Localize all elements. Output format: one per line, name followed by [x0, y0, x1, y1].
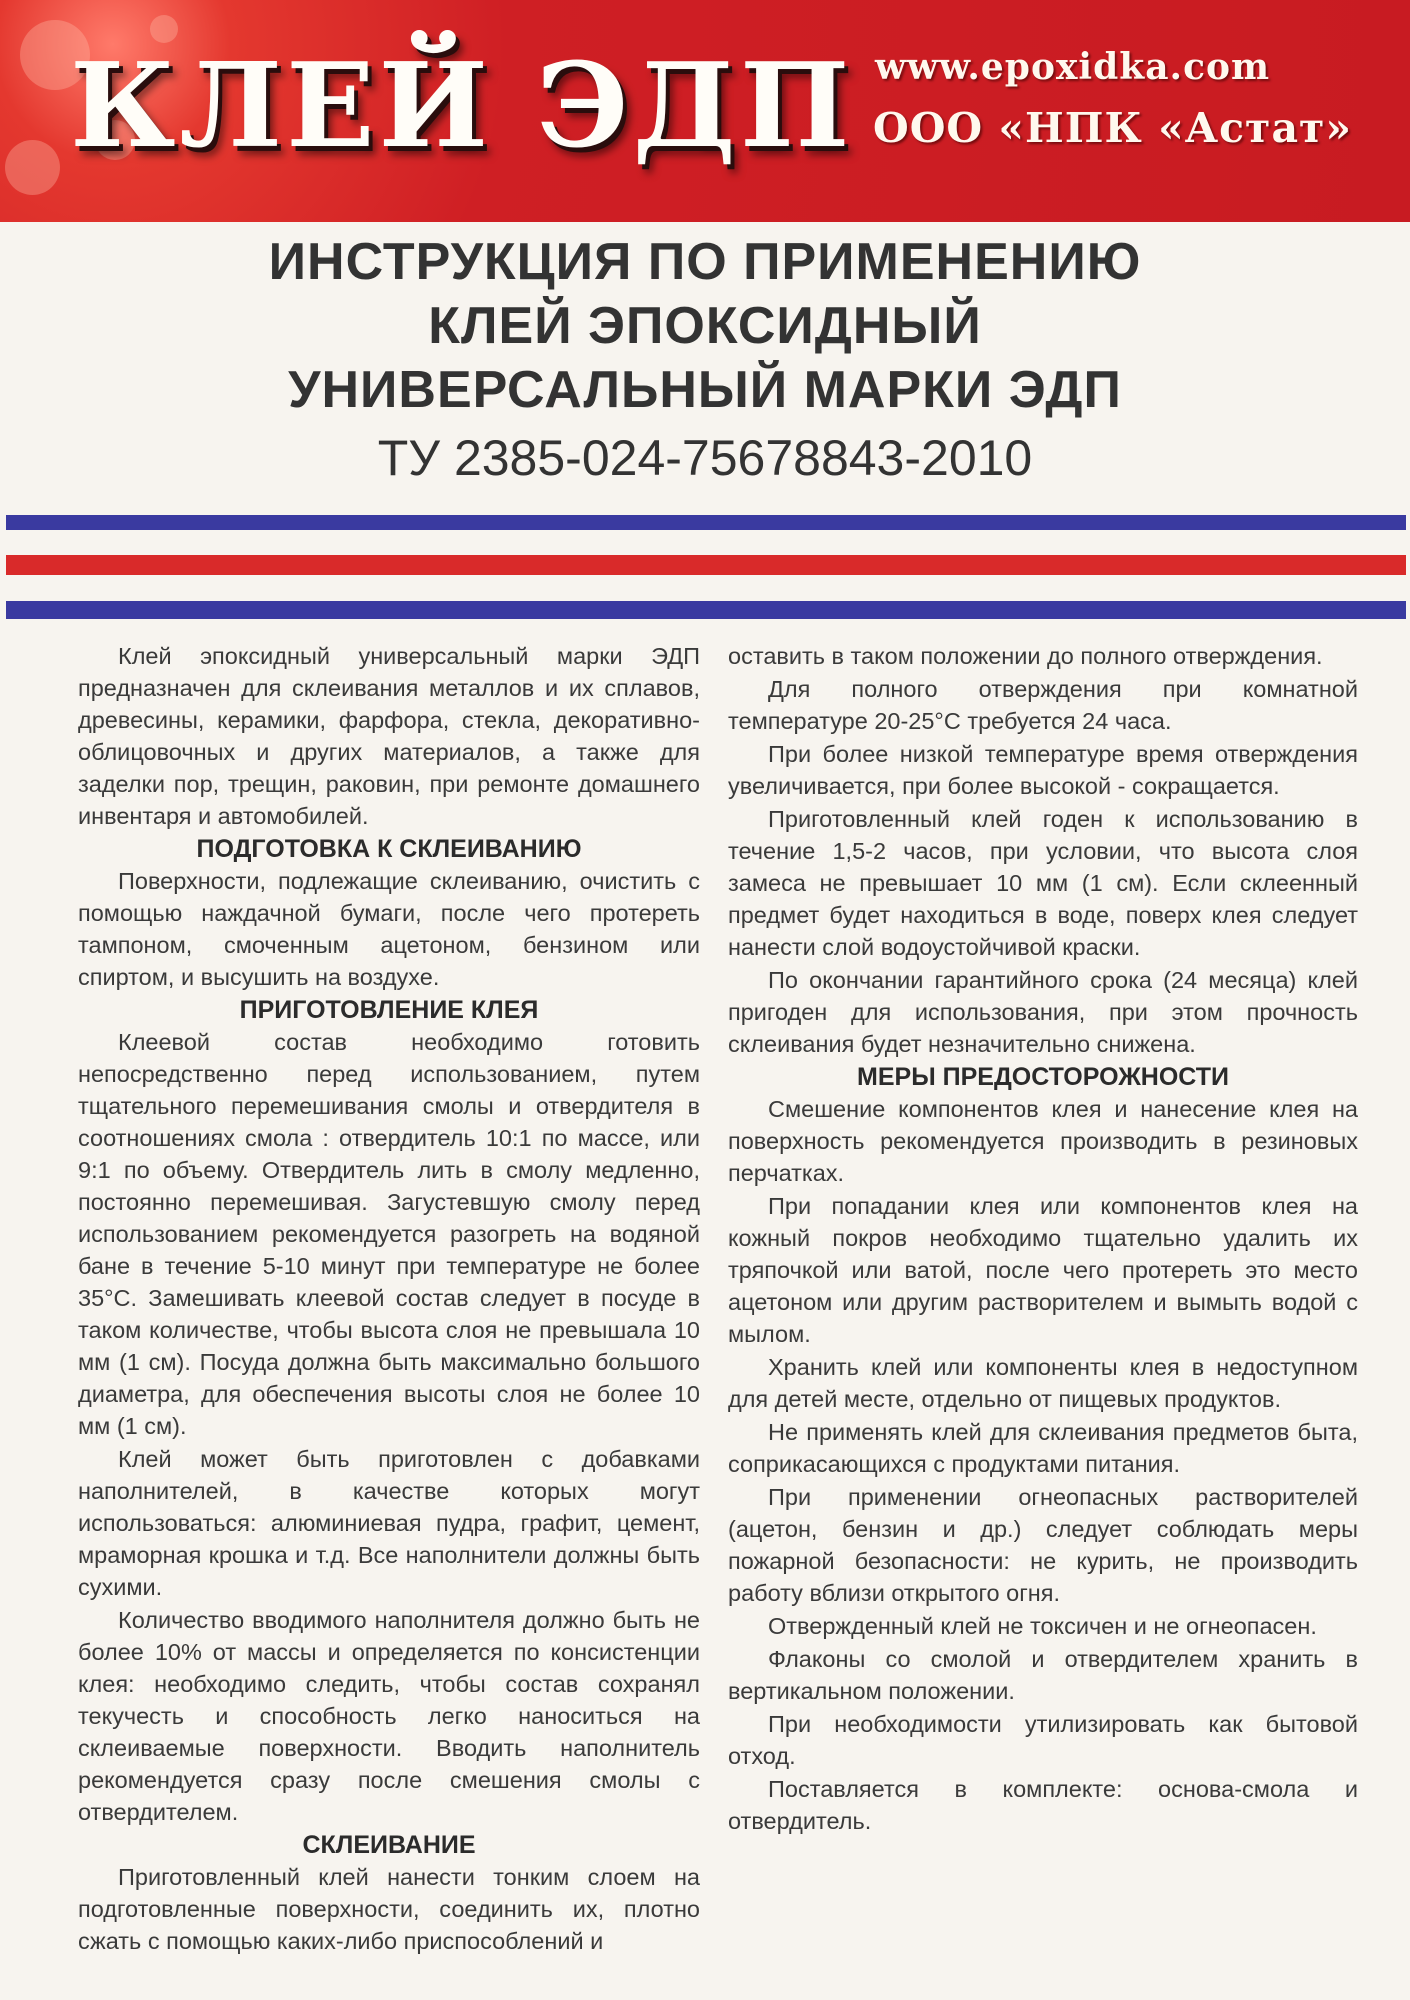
intro-paragraph: Клей эпоксидный универсальный марки ЭДП предназначен для склеивания металлов и их сплавов, древесины, керамики, фарфора, стекла, декоративно-облицовочных и других материалов, а также для заделки пор, трещин, раковин, при ремонте домашнего инвентаря и автомобилей.	[78, 643, 700, 829]
warranty-paragraph: По окончании гарантийного срока (24 месяца) клей пригоден для использования, при этом прочность склеивания будет незначительно снижена.	[728, 967, 1358, 1057]
safety-paragraph-5: При применении огнеопасных растворителей (ацетон, бензин и др.) следует соблюдать меры пожарной безопасности: не курить, не производить работу вблизи открытого огня.	[728, 1484, 1358, 1606]
curing-paragraph-1: Для полного отверждения при комнатной температуре 20-25°С требуется 24 часа.	[728, 676, 1358, 734]
curing-paragraph-2: При более низкой температуре время отверждения увеличивается, при более высокой - сокращается.	[728, 741, 1358, 799]
safety-paragraph-9: Поставляется в комплекте: основа-смола и отвердитель.	[728, 1776, 1358, 1834]
safety-paragraph-7: Флаконы со смолой и отвердителем хранить в вертикальном положении.	[728, 1646, 1358, 1704]
left-column	[78, 640, 700, 1958]
heading-mixing: ПРИГОТОВЛЕНИЕ КЛЕЯ	[239, 996, 539, 1024]
stripe-blue-bottom	[6, 601, 1406, 619]
stripe-red	[6, 555, 1406, 575]
website-url: www.epoxidka.com	[875, 46, 1271, 88]
safety-paragraph-3: Хранить клей или компоненты клея в недоступном для детей месте, отдельно от пищевых продуктов.	[728, 1354, 1358, 1412]
gluing-paragraph: Приготовленный клей нанести тонким слоем на подготовленные поверхности, соединить их, плотно сжать с помощью каких-либо приспособлений и	[78, 1864, 700, 1954]
company-name: ООО «НПК «Астат»	[873, 104, 1353, 152]
pot-life-paragraph: Приготовленный клей годен к использованию в течение 1,5-2 часов, при условии, что высота слоя замеса не превышает 10 мм (1 см). Если склеенный предмет будет находиться в воде, поверх клея следует нанести слой водоустойчивой краски.	[728, 806, 1358, 960]
preparation-paragraph: Поверхности, подлежащие склеиванию, очистить с помощью наждачной бумаги, после чего протереть тампоном, смоченным ацетоном, бензином или спиртом, и высушить на воздухе.	[78, 868, 700, 990]
safety-paragraph-8: При необходимости утилизировать как бытовой отход.	[728, 1711, 1358, 1769]
title-line-3: УНИВЕРСАЛЬНЫЙ МАРКИ ЭДП	[288, 361, 1122, 419]
tricolor-stripes	[0, 515, 1410, 625]
instruction-body	[78, 640, 1360, 1970]
heading-safety: МЕРЫ ПРЕДОСТОРОЖНОСТИ	[857, 1063, 1229, 1091]
mixing-paragraph-1: Клеевой состав необходимо готовить непосредственно перед использованием, путем тщательного перемешивания смолы и отвердителя в соотношениях смола : отвердитель 10:1 по массе, или 9:1 по объему. Отвердитель лить в смолу медленно, постоянно перемешивая. Загустевшую смолу перед использованием рекомендуется разогреть на водяной бане в течение 5-10 минут при температуре не более 35°С. Замешивать клеевой состав следует в посуде в таком количестве, чтобы высота слоя не превышала 10 мм (1 см). Посуда должна быть максимально большого диаметра, для обеспечения высоты слоя не более 10 мм (1 см).	[78, 1029, 700, 1439]
document-heading	[0, 230, 1410, 488]
right-column	[728, 640, 1358, 1838]
gluing-continuation: оставить в таком положении до полного отверждения.	[728, 643, 1323, 669]
heading-gluing: СКЛЕИВАНИЕ	[302, 1831, 476, 1859]
mixing-paragraph-3: Количество вводимого наполнителя должно быть не более 10% от массы и определяется по консистенции клея: необходимо следить, чтобы состав сохранял текучесть и способность легко наноситься на склеиваемые поверхности. Вводить наполнитель рекомендуется сразу после смешения смолы с отвердителем.	[78, 1607, 700, 1825]
safety-paragraph-6: Отвержденный клей не токсичен и не огнеопасен.	[768, 1613, 1317, 1639]
stripe-blue-top	[6, 515, 1406, 530]
safety-paragraph-1: Смешение компонентов клея и нанесение клея на поверхность рекомендуется производить в резиновых перчатках.	[728, 1096, 1358, 1186]
title-line-1: ИНСТРУКЦИЯ ПО ПРИМЕНЕНИЮ	[268, 233, 1142, 291]
safety-paragraph-2: При попадании клея или компонентов клея на кожный покров необходимо тщательно удалить их тряпочкой или ватой, после чего протереть это место ацетоном или другим растворителем и вымыть водой с мылом.	[728, 1193, 1358, 1347]
brand-title: КЛЕЙ ЭДП	[70, 38, 854, 174]
spec-code: ТУ 2385-024-75678843-2010	[377, 430, 1033, 486]
title-line-2: КЛЕЙ ЭПОКСИДНЫЙ	[428, 297, 982, 355]
safety-paragraph-4: Не применять клей для склеивания предметов быта, соприкасающихся с продуктами питания.	[728, 1419, 1358, 1477]
mixing-paragraph-2: Клей может быть приготовлен с добавками наполнителей, в качестве которых могут использоваться: алюминиевая пудра, графит, цемент, мраморная крошка и т.д. Все наполнители должны быть сухими.	[78, 1446, 700, 1600]
heading-preparation: ПОДГОТОВКА К СКЛЕИВАНИЮ	[196, 835, 582, 863]
decorative-bokeh	[5, 140, 60, 195]
header-banner	[0, 0, 1410, 222]
